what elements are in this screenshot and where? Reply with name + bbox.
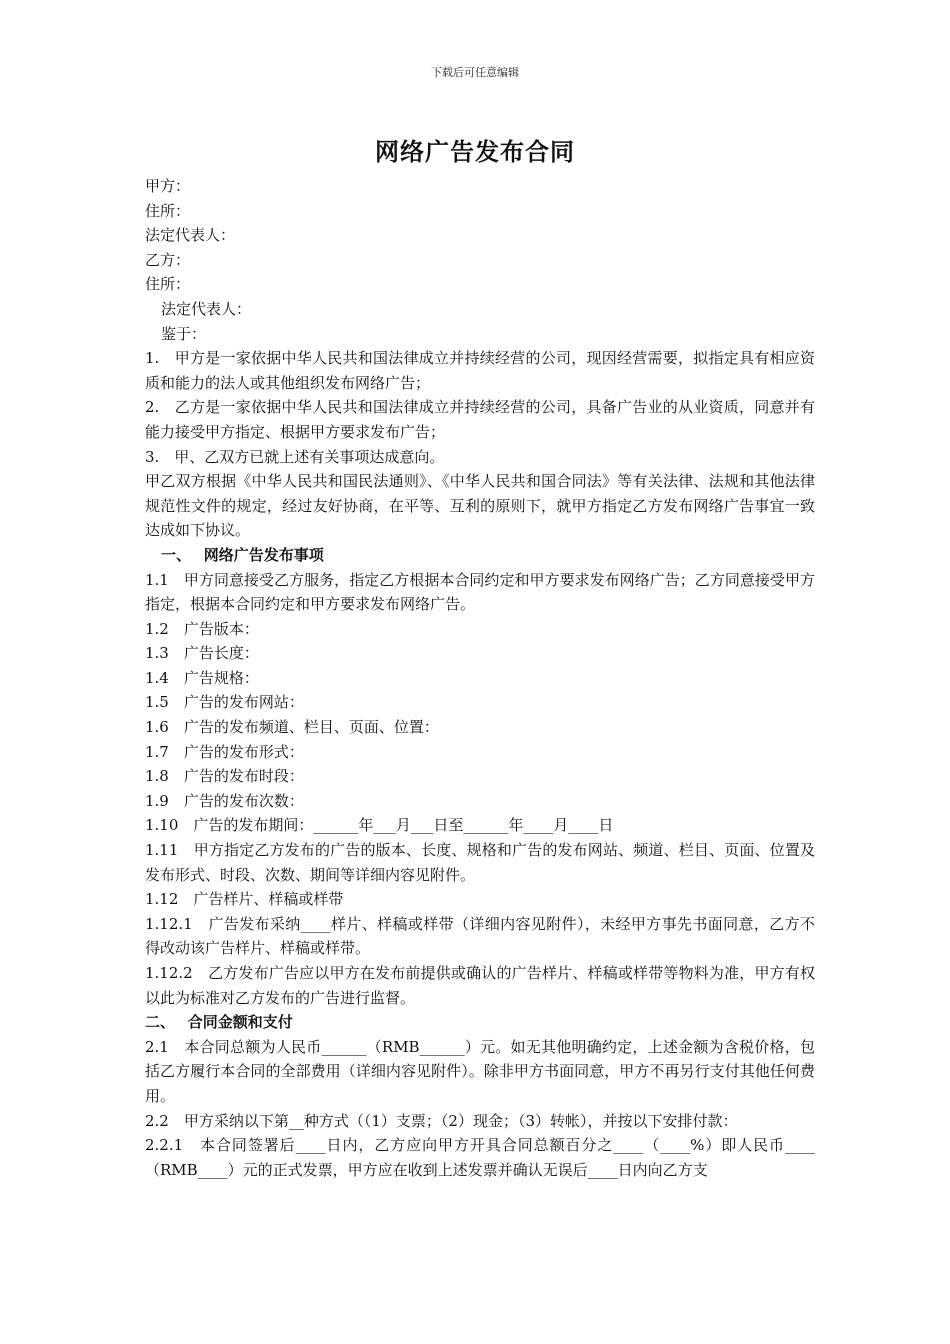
clause-1-8: 1.8 广告的发布时段： — [145, 767, 304, 786]
recital-1: 1. 甲方是一家依据中华人民共和国法律成立并持续经营的公司，现因经营需要，拟指定具有相应资质和能力的法人或其他组织发布网络广告； — [145, 349, 815, 392]
clause-2-1: 2.1 本合同总额为人民币______（RMB______）元。如无其他明确约定，上述金额为含税价格，包括乙方履行本合同的全部费用（详细内容见附件）。除非甲方书面同意，甲方不再另行支付其他任何费用。 — [145, 1037, 815, 1105]
clause-2-2-1: 2.2.1 本合同签署后____日内，乙方应向甲方开具合同总额百分之____（____%）即人民币____（RMB____）元的正式发票，甲方应在收到上述发票并确认无误后____日内向乙方支 — [145, 1136, 815, 1179]
clause-1-12-2: 1.12.2 乙方发布广告应以甲方在发布前提供或确认的广告样片、样稿或样带等物料为准，甲方有权以此为标准对乙方发布的广告进行监督。 — [145, 964, 815, 1007]
clause-2-2: 2.2 甲方采纳以下第__种方式（（1）支票；（2）现金；（3）转帐），并按以下安排付款： — [145, 1111, 738, 1130]
party-b-label: 乙方： — [145, 250, 191, 269]
section-1-heading: 一、 网络广告发布事项 — [161, 545, 324, 564]
clause-1-6: 1.6 广告的发布频道、栏目、页面、位置： — [145, 718, 439, 737]
section-2-heading: 二、 合同金额和支付 — [145, 1013, 293, 1032]
page-header: 下载后可任意编辑 — [431, 66, 519, 79]
party-b-address: 住所： — [145, 275, 191, 294]
party-a-label: 甲方： — [145, 177, 191, 195]
party-b-representative: 法定代表人： — [161, 299, 252, 318]
contract-body — [145, 174, 815, 1182]
recital-3: 3. 甲、乙双方已就上述有关事项达成意向。 — [145, 447, 445, 466]
clause-1-12: 1.12 广告样片、样稿或样带 — [145, 890, 344, 909]
clause-1-2: 1.2 广告版本： — [145, 619, 259, 638]
contract-title: 网络广告发布合同 — [375, 137, 575, 166]
clause-1-12-1: 1.12.1 广告发布采纳____样片、样稿或样带（详细内容见附件），未经甲方事先书面同意，乙方不得改动该广告样片、样稿或样带。 — [145, 914, 815, 958]
clause-1-3: 1.3 广告长度： — [145, 644, 259, 663]
clause-1-5: 1.5 广告的发布网站： — [145, 693, 304, 712]
clause-1-4: 1.4 广告规格： — [145, 668, 259, 687]
clause-1-10: 1.10 广告的发布期间：______年___月___日至______年____月____日 — [145, 816, 614, 835]
recital-2: 2. 乙方是一家依据中华人民共和国法律成立并持续经营的公司，具备广告业的从业资质，同意并有能力接受甲方指定、根据甲方要求发布广告； — [145, 398, 815, 441]
party-a-representative: 法定代表人： — [145, 226, 236, 245]
clause-1-7: 1.7 广告的发布形式： — [145, 742, 304, 761]
party-a-address: 住所： — [145, 201, 191, 220]
clause-1-9: 1.9 广告的发布次数： — [145, 791, 304, 810]
whereas-label: 鉴于： — [161, 324, 207, 343]
clause-1-1: 1.1 甲方同意接受乙方服务，指定乙方根据本合同约定和甲方要求发布网络广告；乙方同意接受甲方指定，根据本合同约定和甲方要求发布网络广告。 — [145, 570, 815, 614]
agreement-intro: 甲乙双方根据《中华人民共和国民法通则》、《中华人民共和国合同法》等有关法律、法规和其他法律规范性文件的规定，经过友好协商，在平等、互利的原则下，就甲方指定乙方发布网络广告事宜一致达成如下协议。 — [145, 472, 815, 540]
clause-1-11: 1.11 甲方指定乙方发布的广告的版本、长度、规格和广告的发布网站、频道、栏目、页面、位置及发布形式、时段、次数、期间等详细内容见附件。 — [145, 841, 815, 884]
